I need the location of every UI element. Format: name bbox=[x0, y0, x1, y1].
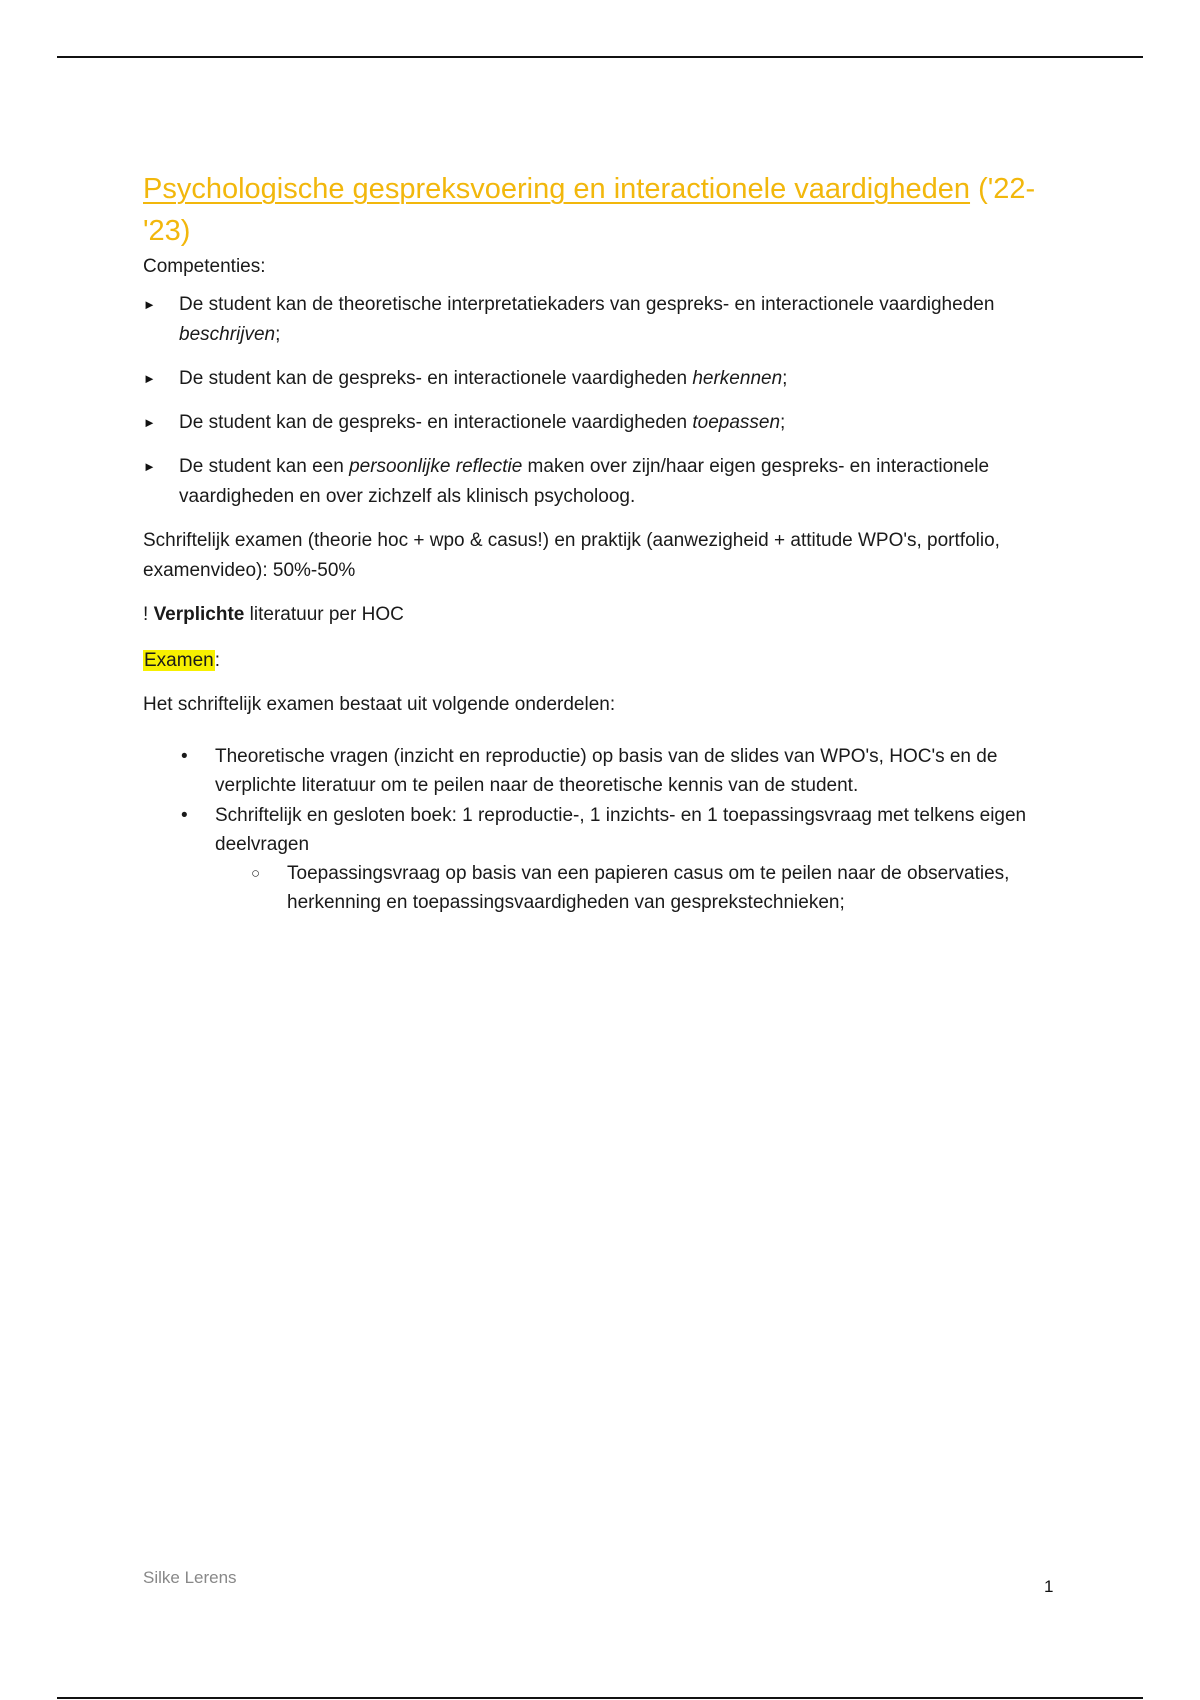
list-item: • Theoretische vragen (inzicht en reproductie) op basis van de slides van WPO's, HOC's en de verplichte literatuur om te peilen naar de theoretische kennis van de student. bbox=[179, 742, 1063, 800]
literature-note: ! Verplichte literatuur per HOC bbox=[143, 604, 404, 625]
sub-list bbox=[251, 859, 1063, 917]
sub-list-item: ○ Toepassingsvraag op basis van een papieren casus om te peilen naar de observaties, herkenning en toepassingsvaardigheden van gesprekstechnieken; bbox=[251, 859, 1063, 917]
competencies-label: Competenties: bbox=[143, 256, 266, 277]
document-body bbox=[143, 168, 1063, 918]
bullet-dot-icon: • bbox=[181, 746, 188, 767]
examen-heading: Examen: bbox=[144, 650, 220, 671]
circle-bullet-icon: ○ bbox=[251, 865, 261, 882]
arrow-bullet-icon: ► bbox=[143, 297, 156, 312]
bullet-dot-icon: • bbox=[181, 805, 188, 826]
title-main: Psychologische gespreksvoering en interactionele vaardigheden bbox=[143, 173, 971, 205]
arrow-bullet-icon: ► bbox=[143, 371, 156, 386]
exam-parts-list bbox=[179, 742, 1063, 917]
competency-item: ► De student kan de gespreks- en interactionele vaardigheden toepassen; bbox=[143, 408, 1063, 438]
header-rule bbox=[57, 56, 1143, 58]
competency-item: ► De student kan de gespreks- en interactionele vaardigheden herkennen; bbox=[143, 364, 1063, 394]
document-title bbox=[143, 168, 1063, 252]
exam-intro: Het schriftelijk examen bestaat uit volgende onderdelen: bbox=[143, 694, 616, 715]
arrow-bullet-icon: ► bbox=[143, 459, 156, 474]
arrow-bullet-icon: ► bbox=[143, 415, 156, 430]
footer-rule bbox=[57, 1697, 1143, 1699]
examen-highlight: Examen bbox=[144, 650, 214, 671]
competencies-list bbox=[143, 290, 1063, 512]
list-item: • Schriftelijk en gesloten boek: 1 reproductie-, 1 inzichts- en 1 toepassingsvraag met telkens eigen deelvragen ○ Toepassingsvraag op basis van een papieren casus om te peilen naar de observaties, herkenning en toepassingsvaardigheden van gesprekstechnieken; bbox=[179, 801, 1063, 917]
title-years: ('22-'23) bbox=[143, 173, 1036, 247]
exam-composition: Schriftelijk examen (theorie hoc + wpo & casus!) en praktijk (aanwezigheid + attitude WPO's, portfolio, examenvideo): 50%-50% bbox=[143, 530, 1000, 581]
page-number: 1 bbox=[1044, 1577, 1054, 1596]
footer-author: Silke Lerens bbox=[143, 1568, 237, 1587]
competency-item: ► De student kan de theoretische interpretatiekaders van gespreks- en interactionele vaardigheden beschrijven; bbox=[143, 290, 1063, 350]
competency-item: ► De student kan een persoonlijke reflectie maken over zijn/haar eigen gespreks- en interactionele vaardigheden en over zichzelf als klinisch psycholoog. bbox=[143, 452, 1063, 512]
